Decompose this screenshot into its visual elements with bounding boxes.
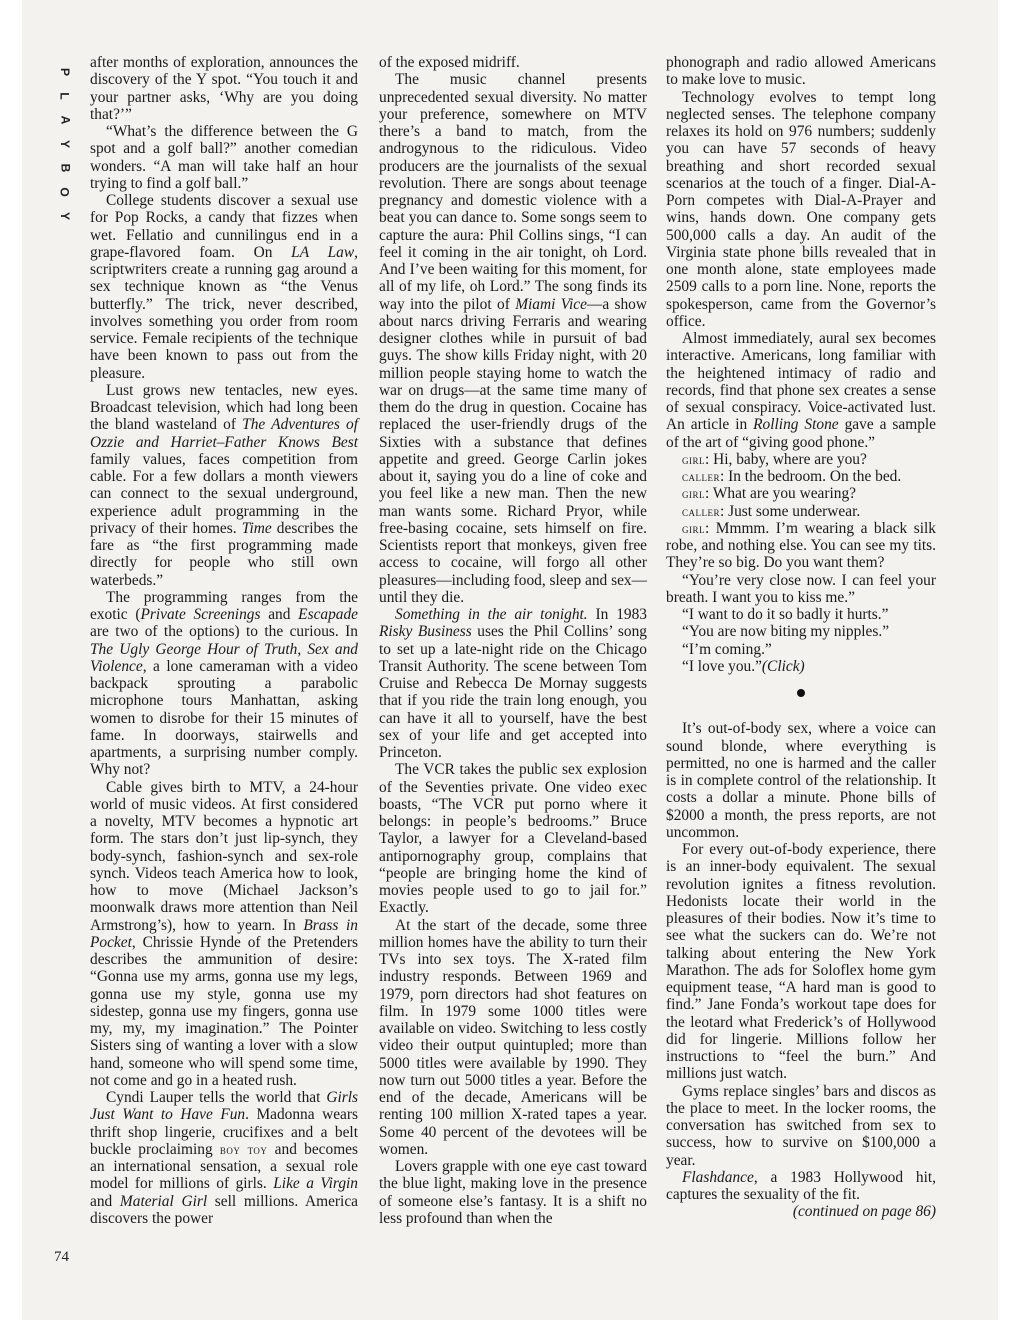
paragraph: The VCR takes the public sex explosion of the Seventies private. One video exec boasts, “The VCR put porno where it belongs: in people’s bedrooms.” Bruce Taylor, a lawyer for a Cleveland-based antipornography group, complains that “people are bringing home the kind of movies people used to go to jail for.” Exactly.: [379, 761, 647, 917]
paragraph: The programming ranges from the exotic (Private Screenings and Escapade are two of the options) to the curious. In The Ugly George Hour of Truth, Sex and Violence, a lone cameraman with a video backpack sprouting a parabolic microphone tours Manhattan, asking women to disrobe for their 15 minutes of fame. In doorways, stairwells and apartments, a surprising number comply. Why not?: [90, 588, 359, 779]
running-head-letter: P: [57, 67, 72, 77]
paragraph: Lust grows new tentacles, new eyes. Broadcast television, which had long been the bland wasteland of The Adventures of Ozzie and Harriet–Father Knows Best family values, faces competition from cable. For a few dollars a month viewers can connect to the sexual underground, experience adult programming in the privacy of their homes. Time describes the fare as “the first programming made directly for people who still own waterbeds.”: [90, 381, 358, 589]
paragraph: phonograph and radio allowed Americans to make love to music.: [666, 54, 936, 89]
paragraph: “What’s the difference between the G spot and a golf ball?” another comedian wonders. “A man will take half an hour trying to find a golf ball.”: [90, 123, 358, 192]
section-break-bullet: [666, 685, 936, 702]
magazine-page: [22, 0, 998, 1320]
running-head-letter: O: [58, 187, 72, 197]
paragraph: “You’re very close now. I can feel your breath. I want you to kiss me.”: [666, 571, 936, 606]
paragraph: The music channel presents unprecedented sexual diversity. No matter your preference, somewhere on MTV there’s a band to match, from the androgynous to the ridiculous. Video producers are the journalists of the sexual revolution. There are songs about teenage pregnancy and domestic violence with a beat you can dance to. Some songs seem to capture the aura: Phil Collins sings, “I can feel it coming in the air tonight, oh Lord. And I’ve been waiting for this moment, for all of my life, oh Lord.” The song finds its way into the pilot of Miami Vice—a show about narcs driving Ferraris and wearing designer clothes while in pursuit of bad guys. The show kills Friday night, with 20 million people staying home to watch the war on drugs—at the same time many of them do the drug in question. Cocaine has replaced the user-friendly drugs of the Sixties with a substance that defines appetite and greed. George Carlin jokes about it, saying you do a line of coke and you feel like a new man. Then the new man wants some. Richard Pryor, while free-basing cocaine, sets himself on fire. Scientists report that monkeys, given free access to cocaine, will forgo all other pleasures—including food, sleep and sex—until they die.: [379, 71, 647, 606]
paragraph: Flashdance, a 1983 Hollywood hit, captures the sexuality of the fit.: [666, 1168, 936, 1203]
running-head-letter: L: [58, 92, 72, 100]
running-head-letter: Y: [57, 139, 72, 149]
running-head-letter: B: [57, 163, 72, 173]
paragraph: girl: What are you wearing?: [682, 485, 856, 503]
paragraph: “I’m coming.”: [682, 640, 772, 658]
running-head: [52, 60, 72, 228]
paragraph: College students discover a sexual use for Pop Rocks, a candy that fizzes when wet. Fellatio and cunnilingus end in a grape-flavored foam. On LA Law, scriptwriters create a running gag around a sex technique known as “the Venus butterfly.” The trick, never described, involves something you order from room service. Female recipients of the technique have been known to pass out from the pleasure.: [90, 192, 358, 382]
paragraph: “You are now biting my nipples.”: [682, 623, 890, 641]
paragraph: girl: Mmmm. I’m wearing a black silk robe, and nothing else. You can see my tits. They’re so big. Do you want them?: [666, 519, 936, 572]
paragraph: caller: Just some underwear.: [682, 502, 861, 520]
paragraph: Something in the air tonight. In 1983 Risky Business uses the Phil Collins’ song to set up a late-night ride on the Chicago Transit Authority. The scene between Tom Cruise and Rebecca De Mornay suggests that if you ride the train long enough, you can have it all to yourself, have the best sex of your life and get accepted into Princeton.: [379, 606, 648, 761]
paragraph: caller: In the bedroom. On the bed.: [682, 468, 902, 485]
continued-note: (continued on page 86): [792, 1203, 936, 1221]
paragraph: Lovers grapple with one eye cast toward the blue light, making love in the presence of someone else’s fantasy. It is a shift no less profound than when the: [379, 1158, 647, 1227]
paragraph: after months of exploration, announces the discovery of the Y spot. “You touch it and your partner asks, ‘Why are you doing that?’”: [90, 54, 358, 123]
paragraph: Gyms replace singles’ bars and discos as the place to meet. In the locker rooms, the conversation has switched from sex to success, how to survive on $100,000 a year.: [666, 1082, 936, 1169]
page-number: 74: [54, 1249, 69, 1265]
paragraph: It’s out-of-body sex, where a voice can sound blonde, where everything is permitted, no one is harmed and the caller is in complete control of the relationship. It costs a dollar a minute. Phone bills of $2000 a month, the press reports, are not uncommon.: [666, 720, 936, 841]
paragraph: Cable gives birth to MTV, a 24-hour world of music videos. At first considered a novelty, MTV becomes a hypnotic art form. The stars don’t just lip-synch, they body-synch, fashion-synch and sex-role synch. Videos teach America how to look, how to move (Michael Jackson’s moonwalk draws more attention than Neil Armstrong’s), how to yearn. In Brass in Pocket, Chrissie Hynde of the Pretenders describes the ammunition of desire: “Gonna use my arms, gonna use my legs, gonna use my style, gonna use my sidestep, gonna use my fingers, gonna use my, my, my imagination.” The Pointer Sisters sing of wanting a lover with a slow hand, someone who will spend some time, not come and go in a heated rush.: [90, 778, 358, 1089]
paragraph: Technology evolves to tempt long neglected senses. The telephone company relaxes its hold on 976 numbers; suddenly you can have 57 seconds of heavy breathing and short recorded sexual scenarios at the touch of a finger. Dial-A-Porn competes with Dial-A-Prayer and wins, hands down. One company gets 500,000 calls a day. An audit of the Virginia state phone bills revealed that in one month alone, state employees made 2509 calls to a porn line. None, reports the spokesperson, came from the Governor’s office.: [666, 88, 936, 330]
running-head-letter: A: [57, 115, 72, 125]
paragraph: Cyndi Lauper tells the world that Girls Just Want to Have Fun. Madonna wears thrift shop lingerie, crucifixes and a belt buckle proclaiming boy toy and becomes an international sensation, a sexual role model for millions of girls. Like a Virgin and Material Girl sell millions. America discovers the power: [90, 1089, 358, 1227]
column-3: [666, 54, 936, 1221]
paragraph: For every out-of-body experience, there is an inner-body equivalent. The sexual revolution ignites a fitness revolution. Hedonists locate their world in the pleasures of their bodies. Now it’s time to see what the suckers can do. We’re not talking about entering the New York Marathon. The ads for Soloflex home gym equipment tease, “A hard man is good to find.” Jane Fonda’s workout tape does for the leotard what Frederick’s of Hollywood did for lingerie. Millions follow her instructions to “feel the burn.” And millions just watch.: [666, 841, 936, 1083]
column-1: [90, 54, 358, 1227]
paragraph: “I want to do it so badly it hurts.”: [682, 606, 889, 623]
column-2: [379, 54, 647, 1227]
paragraph: “I love you.”(Click): [682, 657, 805, 675]
running-head-letter: Y: [57, 211, 72, 221]
paragraph: girl: Hi, baby, where are you?: [682, 450, 867, 468]
paragraph: At the start of the decade, some three million homes have the ability to turn their TVs into sex toys. The X-rated film industry responds. Between 1969 and 1979, porn directors had shot features on film. In 1979 some 1000 titles were available on video. Switching to less costly video their output quintupled; more than 5000 titles were available by 1990. They now turn out 5000 titles a year. Before the end of the decade, Americans will be renting 100 million X-rated tapes a year. Some 40 percent of the devotees will be women.: [379, 916, 647, 1158]
paragraph: of the exposed midriff.: [379, 54, 520, 71]
paragraph: Almost immediately, aural sex becomes interactive. Americans, long familiar with the heightened intimacy of radio and records, find that phone sex creates a sense of sexual conspiracy. Voice-activated lust. An article in Rolling Stone gave a sample of the art of “giving good phone.”: [666, 330, 937, 451]
